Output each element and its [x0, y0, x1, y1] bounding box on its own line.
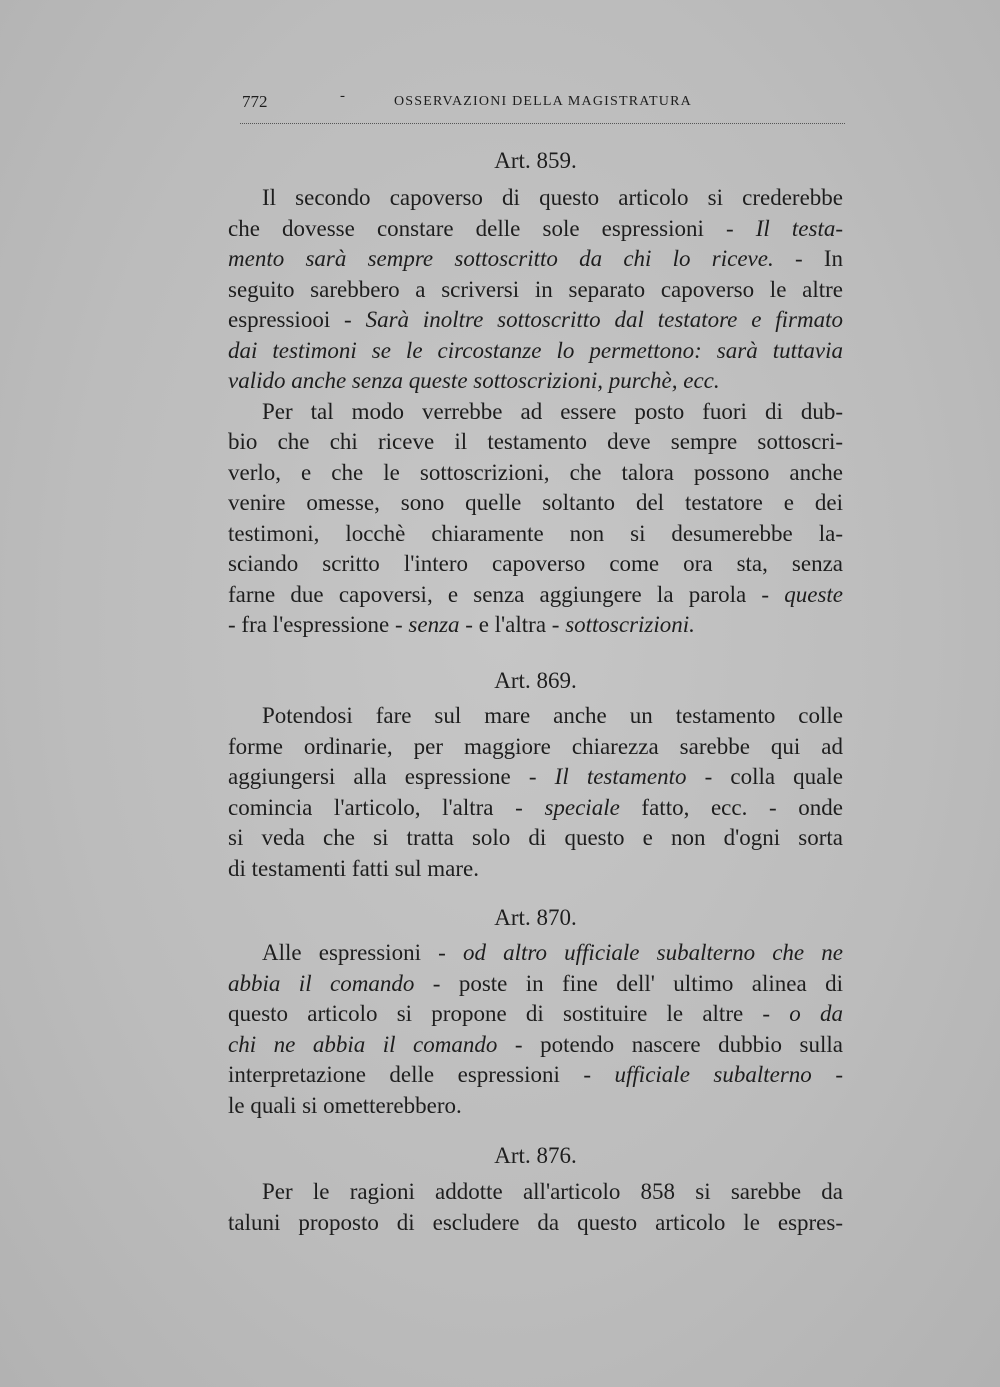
- text-line: seguito sarebbero a scriversi in separato capoverso le altre: [228, 276, 843, 302]
- text-line: forme ordinarie, per maggiore chiarezza sarebbe qui ad: [228, 733, 843, 759]
- text-line: aggiungersi alla espressione - Il testamento - colla quale: [228, 764, 843, 789]
- text-line: di testamenti fatti sul mare.: [228, 855, 480, 881]
- text-line: - fra l'espressione - senza - e l'altra - sottoscrizioni.: [228, 612, 695, 637]
- section-body: [228, 938, 843, 1121]
- text-line: chi ne abbia il comando - potendo nascere dubbio sulla: [228, 1031, 844, 1057]
- text-line: venire omesse, sono quelle soltanto del testatore e dei: [228, 490, 843, 515]
- section-heading: Art. 869.: [494, 668, 577, 693]
- section-body: [228, 1177, 843, 1238]
- page-number: 772: [242, 92, 268, 111]
- text-line: bio che chi riceve il testamento deve sempre sottoscri-: [228, 429, 843, 454]
- section-heading: Art. 859.: [494, 148, 577, 173]
- text-line: si veda che si tratta solo di questo e non d'ogni sorta: [228, 825, 843, 850]
- section-heading: Art. 876.: [494, 1143, 577, 1168]
- text-line: abbia il comando - poste in fine dell' ultimo alinea di: [228, 970, 843, 996]
- section-body: [228, 701, 843, 884]
- text-line: comincia l'articolo, l'altra - speciale fatto, ecc. - onde: [228, 794, 843, 820]
- text-line: testimoni, locchè chiaramente non si desumerebbe la-: [228, 520, 843, 546]
- text-line: Il secondo capoverso di questo articolo si crederebbe: [262, 185, 843, 210]
- text-line: espressiooi - Sarà inoltre sottoscritto dal testatore e firmato: [228, 307, 844, 332]
- text-line: Per le ragioni addotte all'articolo 858 si sarebbe da: [262, 1179, 843, 1204]
- text-line: che dovesse constare delle sole espressioni - Il testa-: [228, 215, 843, 241]
- text-line: mento sarà sempre sottoscritto da chi lo riceve. - In: [228, 246, 843, 271]
- text-line: le quali si ometterebbero.: [228, 1092, 462, 1118]
- text-line: verlo, e che le sottoscrizioni, che talora possono anche: [228, 459, 843, 485]
- text-line: Per tal modo verrebbe ad essere posto fuori di dub-: [262, 398, 843, 424]
- header-rule: [240, 123, 845, 124]
- text-line: questo articolo si propone di sostituire le altre - o da: [228, 1001, 843, 1026]
- text-line: interpretazione delle espressioni - ufficiale subalterno -: [228, 1062, 843, 1087]
- text-line: dai testimoni se le circostanze lo permettono: sarà tuttavia: [228, 337, 843, 363]
- section-body: [228, 183, 843, 641]
- text-line: sciando scritto l'intero capoverso come ora sta, senza: [228, 551, 843, 576]
- text-line: Alle espressioni - od altro ufficiale subalterno che ne: [262, 940, 844, 965]
- text-line: valido anche senza queste sottoscrizioni, purchè, ecc.: [228, 368, 720, 393]
- text-line: farne due capoversi, e senza aggiungere la parola - queste: [228, 581, 843, 607]
- text-line: Potendosi fare sul mare anche un testamento colle: [262, 703, 843, 728]
- section-heading: Art. 870.: [494, 905, 577, 930]
- running-title: OSSERVAZIONI DELLA MAGISTRATURA: [394, 94, 692, 109]
- text-line: taluni proposto di escludere da questo articolo le espres-: [228, 1209, 843, 1235]
- header-dash: -: [340, 88, 346, 104]
